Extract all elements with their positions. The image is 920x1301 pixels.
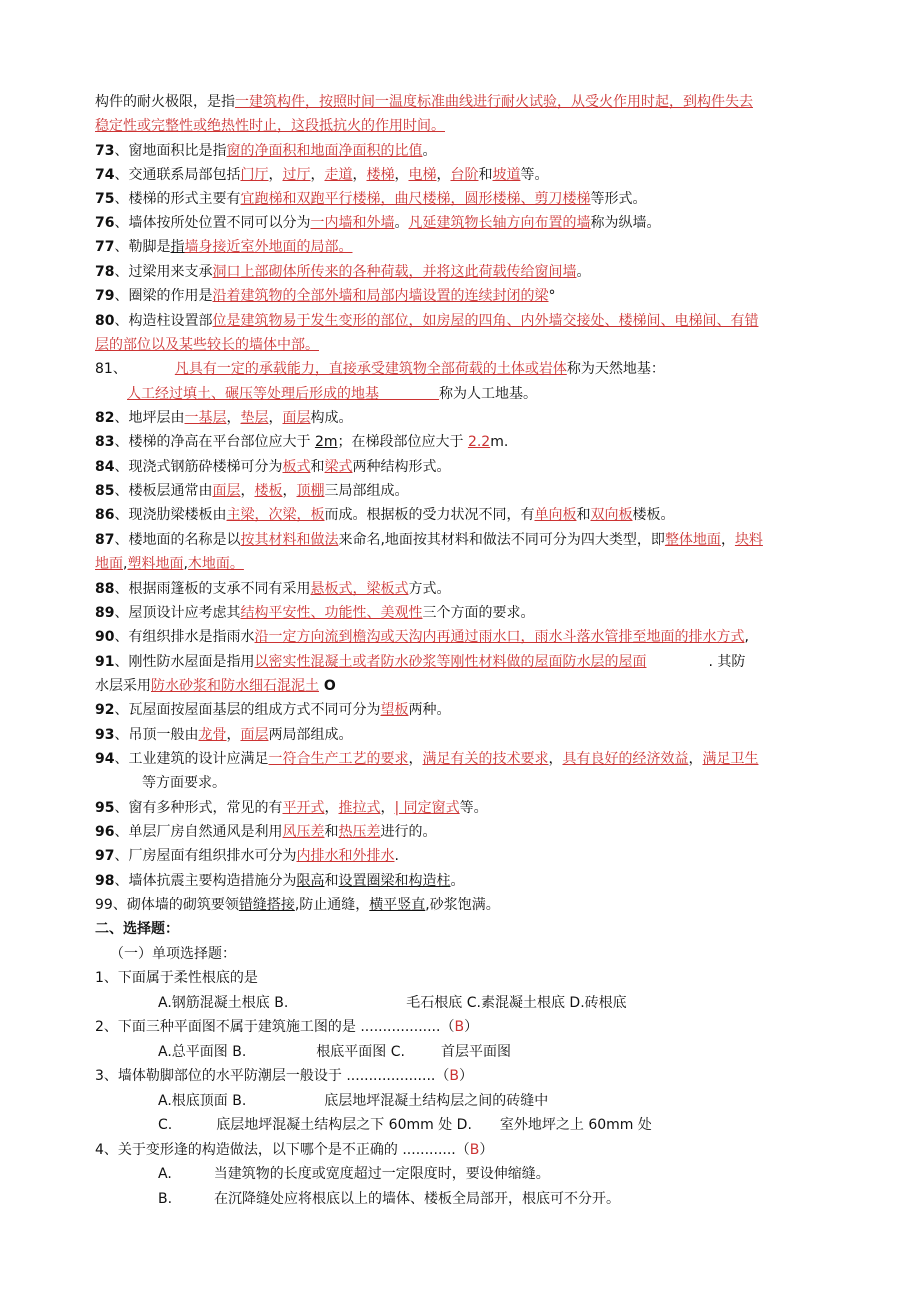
- body-text: 楼板。: [632, 507, 675, 523]
- answer-text: 满足卫生: [702, 751, 759, 767]
- text-line: [95, 189, 646, 209]
- answer-text: 凡具有一定的承载能力，直接承受建筑物全部荷载的土体或岩体: [174, 361, 567, 377]
- body-text: 毛石根底 C.素混凝土根底 D.砖根底: [406, 995, 627, 1011]
- text-line: [158, 993, 627, 1013]
- text-line: [95, 1017, 478, 1037]
- item-number: 75: [95, 191, 115, 207]
- body-text: A.: [158, 1166, 172, 1182]
- answer-text: 单向板: [534, 507, 577, 523]
- text-line: [95, 432, 508, 452]
- body-text: 81、: [95, 361, 127, 377]
- answer-text: 板式: [282, 459, 311, 475]
- body-text: 和: [310, 459, 325, 475]
- answer-text: 塑料地面: [127, 556, 184, 572]
- answer-text: 顶棚: [296, 483, 325, 499]
- body-text: 和: [324, 824, 339, 840]
- body-text: ，: [548, 751, 563, 767]
- body-text: C.: [158, 1117, 173, 1133]
- body-text: 和: [576, 507, 591, 523]
- answer-text: 满足有关的技术要求: [422, 751, 549, 767]
- body-text: ,砂浆饱满。: [425, 897, 500, 913]
- body-text: 和: [478, 167, 493, 183]
- item-number: 80: [95, 313, 115, 329]
- body-text: 、单层厂房自然通风是利用: [114, 824, 283, 840]
- body-text: 、有组织排水是指雨水: [114, 629, 255, 645]
- answer-text: 面层: [282, 410, 311, 426]
- text-line: [95, 141, 436, 161]
- text-line: [95, 116, 445, 136]
- text-line: [95, 481, 408, 501]
- body-text: 、交通联系局部包括: [114, 167, 241, 183]
- body-text: （一）单项选择题：: [110, 946, 236, 962]
- text-line: [95, 871, 464, 891]
- body-text: ；在梯段部位应大于: [337, 434, 468, 450]
- answer-text: 结构平安性、功能性、美观性: [240, 605, 423, 621]
- body-text: °: [548, 288, 556, 304]
- body-text: 、厂房屋面有组织排水可分为: [114, 848, 297, 864]
- body-text: 、刚性防水屋面是指用: [114, 654, 255, 670]
- body-text: 、过梁用来支承: [114, 264, 213, 280]
- body-text: A.钢筋混凝土根底 B.: [158, 995, 289, 1011]
- body-text: ,: [183, 556, 188, 572]
- item-number: 93: [95, 727, 115, 743]
- underlined-text: 横平竖直: [369, 897, 426, 913]
- answer-text: 宜跑梯和双跑平行楼梯，曲尺楼梯，圆形楼梯、剪刀楼梯: [240, 191, 591, 207]
- answer-text: 双向板: [590, 507, 633, 523]
- item-number: 91: [95, 654, 115, 670]
- answer-text: 具有良好的经济效益: [562, 751, 689, 767]
- body-text: 、楼板层通常由: [114, 483, 213, 499]
- item-number: 94: [95, 751, 115, 767]
- body-text: ，: [394, 167, 409, 183]
- text-line: [95, 505, 674, 525]
- text-line: [95, 311, 758, 331]
- body-text: ，: [688, 751, 703, 767]
- item-number: 79: [95, 288, 115, 304]
- body-text: 水层采用: [95, 678, 151, 694]
- body-text: 、瓦屋面按屋面基层的组成方式不同可分为: [114, 702, 381, 718]
- text-line: [95, 846, 399, 866]
- answer-text: 内排水和外排水: [296, 848, 395, 864]
- text-line: [95, 627, 749, 647]
- answer-choice: B: [454, 1019, 465, 1035]
- body-text: 首层平面图: [440, 1044, 511, 1060]
- text-line: [95, 1140, 493, 1160]
- text-line: [158, 1042, 511, 1062]
- body-text: 来命名,地面按其材料和做法不同可分为四大类型，即: [338, 532, 665, 548]
- answer-text: 台阶: [450, 167, 479, 183]
- body-text: ，: [380, 800, 395, 816]
- text-line: [95, 1066, 473, 1086]
- answer-text: 以密实性混凝土或者防水砂浆等刚性材料做的屋面防水层的屋面: [254, 654, 647, 670]
- body-text: ，: [352, 167, 367, 183]
- body-text: 、楼地面的名称是以: [114, 532, 241, 548]
- answer-text: 过厅: [282, 167, 311, 183]
- answer-text: 梁式: [324, 459, 353, 475]
- text-line: [95, 603, 534, 623]
- body-text: 而成。根据板的受力状况不同，有: [324, 507, 535, 523]
- answer-text: 楼梯: [366, 167, 395, 183]
- body-text: 三局部组成。: [324, 483, 409, 499]
- item-number: 98: [95, 873, 115, 889]
- item-number: 88: [95, 581, 115, 597]
- body-text: 称为纵墙。: [590, 215, 661, 231]
- body-text: 底层地坪混凝土结构层之间的砖缝中: [324, 1093, 549, 1109]
- answer-text: 沿着建筑物的全部外墙和局部内墙设置的连续封闭的梁: [212, 288, 549, 304]
- answer-text: 主梁，次梁，板: [226, 507, 325, 523]
- answer-text: 悬板式，梁板式: [310, 581, 409, 597]
- body-text: 3、墙体勒脚部位的水平防潮层一般设于 ....................（: [95, 1068, 450, 1084]
- body-text: 。: [422, 143, 437, 159]
- body-text: 构成。: [310, 410, 353, 426]
- body-text: ,防止通缝，: [294, 897, 370, 913]
- body-text: 4、关于变形逢的构造做法，以下哪个是不正确的 ............（: [95, 1142, 470, 1158]
- body-text: B.: [158, 1191, 173, 1207]
- answer-choice: B: [469, 1142, 480, 1158]
- body-text: 、勒脚是: [114, 239, 171, 255]
- answer-text: 窗的净面积和地面净面积的比值: [226, 143, 423, 159]
- body-text: 、窗地面积比是指: [114, 143, 227, 159]
- item-number: 87: [95, 532, 115, 548]
- text-line: [95, 237, 352, 257]
- body-text: 99、砌体墙的砌筑要领: [95, 897, 239, 913]
- item-number: 76: [95, 215, 115, 231]
- body-text: 、墙体按所处位置不同可以分为: [114, 215, 311, 231]
- body-text: ，: [408, 751, 423, 767]
- body-text: 底层地坪混凝土结构层之下 60mm 处 D.: [216, 1117, 472, 1133]
- body-text: 根底平面图 C.: [316, 1044, 405, 1060]
- text-line: [95, 165, 548, 185]
- answer-text: 层的部位以及某些较长的墙体中部。: [95, 337, 319, 353]
- item-number: 97: [95, 848, 115, 864]
- body-text: 、根据雨篷板的支承不同有采用: [114, 581, 311, 597]
- text-line: [95, 725, 352, 745]
- item-number: 83: [95, 434, 115, 450]
- text-line: [95, 335, 319, 355]
- item-number: 89: [95, 605, 115, 621]
- body-text: . 其防: [708, 654, 746, 670]
- body-text: .: [394, 848, 399, 864]
- body-text: ）: [464, 1019, 479, 1035]
- answer-text: 木地面。: [187, 556, 244, 572]
- item-number: O: [319, 678, 336, 694]
- body-text: 、楼梯的形式主要有: [114, 191, 241, 207]
- item-number: 95: [95, 800, 115, 816]
- body-text: 、圈梁的作用是: [114, 288, 213, 304]
- item-number: 82: [95, 410, 115, 426]
- answer-text: 沿一定方向流到檐沟或天沟内再通过雨水口，雨水斗落水管排至地面的排水方式: [254, 629, 745, 645]
- item-number: 84: [95, 459, 115, 475]
- body-text: A.根底顶面 B.: [158, 1093, 247, 1109]
- answer-text: 位是建筑物易于发生变形的部位，如房屋的四角、内外墙交接处、楼梯间、电梯间、有错: [212, 313, 759, 329]
- body-text: A.总平面图 B.: [158, 1044, 247, 1060]
- body-text: 、现浇肋梁楼板由: [114, 507, 227, 523]
- text-line: [95, 676, 336, 696]
- answer-text: 2.2: [467, 434, 491, 450]
- answer-text: 面层: [212, 483, 241, 499]
- body-text: ,: [123, 556, 128, 572]
- text-line: [158, 1164, 550, 1184]
- item-number: 二、选择题：: [95, 921, 179, 937]
- item-number: 92: [95, 702, 115, 718]
- body-text: ，: [436, 167, 451, 183]
- answer-text: | 同定窗式: [394, 800, 460, 816]
- body-text: 、屋顶设计应考虑其: [114, 605, 241, 621]
- text-line: [95, 359, 665, 379]
- underlined-text: 设置圈梁和构造柱: [338, 873, 451, 889]
- answer-text: 一建筑构件，按照时间一温度标准曲线进行耐火试验，从受火作用时起，到构件失去: [235, 94, 753, 110]
- body-text: 。: [394, 215, 409, 231]
- answer-text: 面层: [240, 727, 269, 743]
- text-line: [95, 895, 500, 915]
- answer-text: 坡道: [492, 167, 521, 183]
- body-text: 、墙体抗震主要构造措施分为: [114, 873, 297, 889]
- answer-text: 防水砂浆和防水细石混泥土: [151, 678, 319, 694]
- text-line: [158, 1115, 652, 1135]
- text-line: [110, 944, 236, 964]
- answer-text: 地面: [95, 556, 123, 572]
- body-text: 在沉降缝处应将根底以上的墙体、楼板全局部开，根底可不分开。: [214, 1191, 621, 1207]
- body-text: 称为天然地基：: [566, 361, 665, 377]
- underlined-text: 2m: [314, 434, 338, 450]
- body-text: 、工业建筑的设计应满足: [114, 751, 269, 767]
- body-text: ，: [226, 727, 241, 743]
- answer-text: 一基层: [184, 410, 227, 426]
- item-number: 73: [95, 143, 115, 159]
- body-text: ，: [268, 410, 283, 426]
- answer-text: 走道: [324, 167, 353, 183]
- answer-text: 一内墙和外墙: [310, 215, 395, 231]
- answer-text: 风压差: [282, 824, 325, 840]
- body-text: ，: [268, 167, 283, 183]
- text-line: [142, 773, 226, 793]
- body-text: 方式。: [408, 581, 451, 597]
- answer-text: 门厅: [240, 167, 269, 183]
- answer-choice: B: [449, 1068, 459, 1084]
- item-number: 96: [95, 824, 115, 840]
- text-line: [95, 579, 450, 599]
- body-text: 两种。: [408, 702, 451, 718]
- text-line: [95, 822, 436, 842]
- answer-text: 龙骨: [198, 727, 227, 743]
- text-line: [95, 700, 450, 720]
- body-text: ，: [310, 167, 325, 183]
- body-text: 等形式。: [590, 191, 647, 207]
- answer-text: 垫层: [240, 410, 269, 426]
- body-text: 1、下面属于柔性根底的是: [95, 970, 258, 986]
- body-text: 、窗有多种形式，常见的有: [114, 800, 283, 816]
- underlined-text: 指: [170, 239, 185, 255]
- body-text: ，: [282, 483, 297, 499]
- answer-text: 凡延建筑物长轴方向布置的墙: [408, 215, 591, 231]
- body-text: 等方面要求。: [142, 775, 226, 791]
- answer-text: 电梯: [408, 167, 437, 183]
- body-text: 2、下面三种平面图不属于建筑施工图的是 ..................（: [95, 1019, 455, 1035]
- text-line: [127, 384, 537, 404]
- body-text: 称为人工地基。: [439, 386, 537, 402]
- text-line: [95, 652, 745, 672]
- body-text: ，: [720, 532, 735, 548]
- blank-gap: [379, 384, 439, 400]
- answer-text: 人工经过填土、碾压等处理后形成的地基: [127, 386, 379, 402]
- answer-text: 平开式: [282, 800, 325, 816]
- answer-text: 一符合生产工艺的要求: [268, 751, 409, 767]
- answer-text: 块料: [734, 532, 763, 548]
- item-number: 77: [95, 239, 115, 255]
- underlined-text: 错缝搭接: [238, 897, 295, 913]
- body-text: 、构造柱设置部: [114, 313, 213, 329]
- body-text: 室外地坪之上 60mm 处: [499, 1117, 652, 1133]
- body-text: m.: [490, 434, 509, 450]
- body-text: ）: [479, 1142, 494, 1158]
- answer-text: 望板: [380, 702, 409, 718]
- body-text: 。: [450, 873, 465, 889]
- answer-text: 墙身接近室外地面的局部。: [184, 239, 353, 255]
- body-text: 等。: [520, 167, 549, 183]
- body-text: 三个方面的要求。: [422, 605, 535, 621]
- body-text: 、现浇式钢筋砕楼梯可分为: [114, 459, 283, 475]
- item-number: 86: [95, 507, 115, 523]
- text-line: [95, 92, 753, 112]
- text-line: [95, 408, 352, 428]
- item-number: 74: [95, 167, 115, 183]
- body-text: 当建筑物的长度或宽度超过一定限度时，要设伸缩缝。: [213, 1166, 550, 1182]
- text-line: [95, 968, 258, 988]
- text-line: [95, 798, 488, 818]
- body-text: 构件的耐火极限，是指: [95, 94, 235, 110]
- body-text: 等。: [459, 800, 488, 816]
- body-text: 和: [324, 873, 339, 889]
- answer-text: 热压差: [338, 824, 381, 840]
- body-text: ）: [458, 1068, 473, 1084]
- text-line: [95, 919, 179, 939]
- body-text: 、地坪层由: [114, 410, 185, 426]
- answer-text: 稳定性或完整性或绝热性时止，这段抵抗火的作用时间。: [95, 118, 445, 134]
- answer-text: 楼板: [254, 483, 283, 499]
- body-text: ，: [226, 410, 241, 426]
- body-text: ，: [324, 800, 339, 816]
- answer-text: 整体地面: [664, 532, 721, 548]
- body-text: 、吊顶一般由: [114, 727, 199, 743]
- underlined-text: 限高: [296, 873, 325, 889]
- text-line: [95, 457, 450, 477]
- text-line: [95, 286, 555, 306]
- text-line: [158, 1189, 620, 1209]
- text-line: [158, 1091, 548, 1111]
- body-text: 。: [576, 264, 591, 280]
- body-text: 两种结构形式。: [352, 459, 451, 475]
- text-line: [95, 530, 763, 550]
- body-text: 、楼梯的净高在平台部位应大于: [114, 434, 315, 450]
- text-line: [95, 262, 590, 282]
- answer-text: 按其材料和做法: [240, 532, 339, 548]
- text-line: [95, 213, 660, 233]
- body-text: ,: [744, 629, 749, 645]
- text-line: [95, 749, 758, 769]
- body-text: 两局部组成。: [268, 727, 353, 743]
- item-number: 78: [95, 264, 115, 280]
- body-text: ，: [240, 483, 255, 499]
- text-line: [95, 554, 244, 574]
- answer-text: 推拉式: [338, 800, 381, 816]
- body-text: 进行的。: [380, 824, 437, 840]
- answer-text: 洞口上部砌体所传来的各种荷载，并将这此荷载传给窗间墙: [212, 264, 577, 280]
- item-number: 90: [95, 629, 115, 645]
- item-number: 85: [95, 483, 115, 499]
